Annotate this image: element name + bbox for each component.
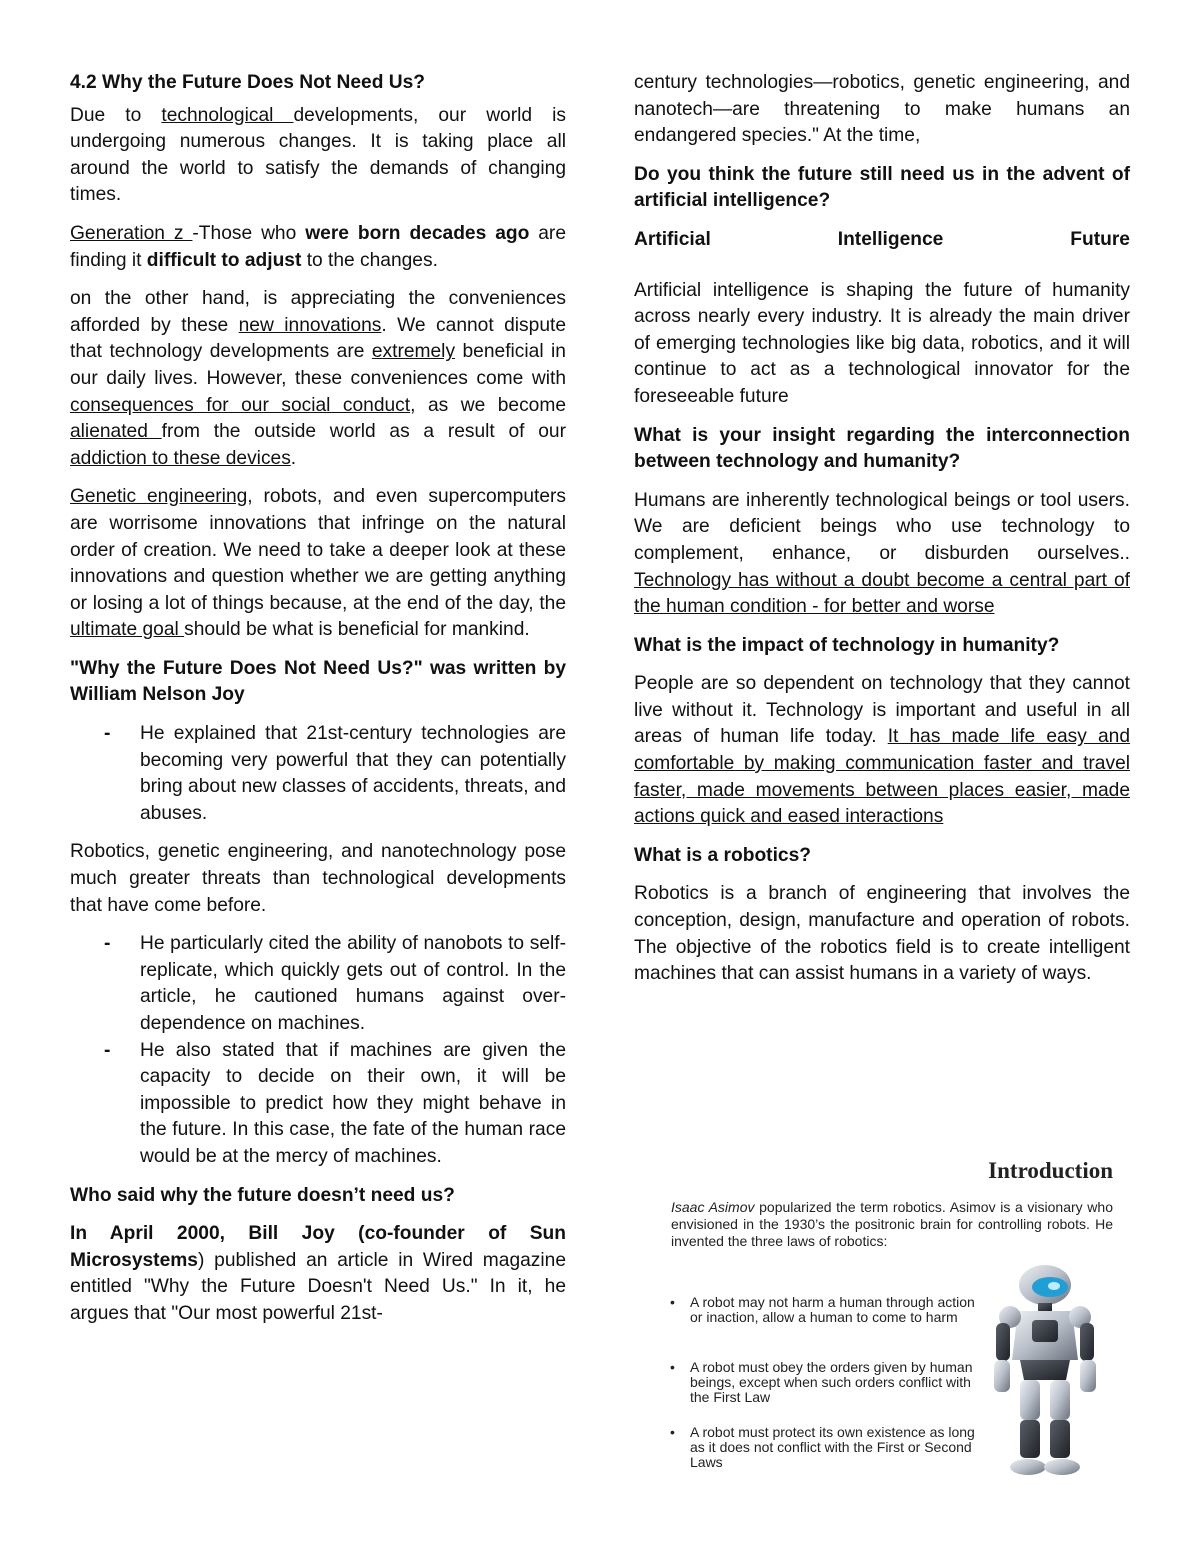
- humanoid-robot-image: [970, 1265, 1120, 1480]
- paragraph-continued: century technologies—robotics, genetic engineering, and nanotech—are threatening to make humans an endangered species." At the time,: [634, 72, 1130, 147]
- question-who-said: Who said why the future doesn’t need us?: [70, 1184, 455, 1206]
- paragraph-genetic-engineering: Genetic engineering, robots, and even supercomputers are worrisome innovations that infringe on the natural order of creation. We need to take a deeper look at these innovations and question whether we are getting anything or losing a lot of things because, at the end of the day, the ultimate goal should be what is beneficial for mankind.: [70, 486, 566, 641]
- heading-word: Artificial: [634, 228, 711, 250]
- dash-marker: -: [104, 1039, 111, 1061]
- paragraph-article-author: "Why the Future Does Not Need Us?" was written by William Nelson Joy: [70, 657, 566, 706]
- ai-future-heading: [634, 227, 1130, 254]
- section-heading: 4.2 Why the Future Does Not Need Us?: [70, 72, 426, 93]
- left-column: [70, 70, 566, 1340]
- law-item: • A robot must obey the orders given by human beings, except when such orders conflict with the First Law: [670, 1359, 973, 1405]
- dash-list-2: [70, 931, 566, 1170]
- list-item: - He particularly cited the ability of nanobots to self-replicate, which quickly gets out of control. In the article, he cautioned humans against over-dependence on machines.: [104, 933, 566, 1034]
- question-insight: What is your insight regarding the interconnection between technology and humanity?: [634, 424, 1130, 473]
- figure-paragraph: Isaac Asimov popularized the term robotics. Asimov is a visionary who envisioned in the 1930’s the positronic brain for controlling robots. He invented the three laws of robotics:: [671, 1199, 1113, 1249]
- paragraph-ai: Artificial intelligence is shaping the future of humanity across nearly every industry. It is already the main driver of emerging technologies like big data, robotics, and it will continue to act as a technological innovator for the foreseeable future: [634, 279, 1130, 407]
- question-robotics: What is a robotics?: [634, 844, 811, 866]
- paragraph-impact: People are so dependent on technology that they cannot live without it. Technology is important and useful in all areas of human life today. It has made life easy and comfortable by making communication faster and travel faster, made movements between places easier, made actions quick and eased interactions: [634, 673, 1130, 828]
- figure-title: Introduction: [988, 1158, 1113, 1183]
- dash-list-1: [70, 721, 566, 827]
- question-impact: What is the impact of technology in humanity?: [634, 634, 1060, 656]
- paragraph-conveniences: on the other hand, is appreciating the conveniences afforded by these new innovations. We cannot dispute that technology developments are extremely beneficial in our daily lives. However, these conveniences come with consequences for our social conduct, as we become alienated from the outside world as a result of our addiction to these devices.: [70, 288, 566, 469]
- law-item: • A robot must protect its own existence as long as it does not conflict with the First or Second Laws: [670, 1424, 975, 1470]
- heading-word: Intelligence: [837, 228, 944, 250]
- dash-marker: -: [104, 933, 111, 955]
- heading-word: Future: [1070, 228, 1130, 250]
- introduction-figure: [650, 1150, 1130, 1480]
- law-item: • A robot may not harm a human through action or inaction, allow a human to come to harm: [670, 1294, 975, 1325]
- question-future-ai: Do you think the future still need us in the advent of artificial intelligence?: [634, 163, 1130, 212]
- right-column: [634, 70, 1130, 1000]
- paragraph-bill-joy: In April 2000, Bill Joy (co-founder of Sun Microsystems) published an article in Wired magazine entitled "Why the Future Doesn't Need Us." In it, he argues that "Our most powerful 21st-: [70, 1223, 566, 1324]
- list-item: - He also stated that if machines are given the capacity to decide on their own, it will be impossible to predict how they might behave in the future. In this case, the fate of the human race would be at the mercy of machines.: [104, 1039, 566, 1167]
- paragraph-generation-z: Generation z -Those who were born decades ago are finding it difficult to adjust to the changes.: [70, 222, 566, 271]
- paragraph-humans: Humans are inherently technological beings or tool users. We are deficient beings who use technology to complement, enhance, or disburden ourselves.. Technology has without a doubt become a central part of the human condition - for better and worse: [634, 489, 1130, 618]
- dash-marker: -: [104, 723, 111, 745]
- paragraph-intro: Due to technological developments, our world is undergoing numerous changes. It is taking place all around the world to satisfy the demands of changing times.: [70, 104, 566, 206]
- paragraph-robotics: Robotics is a branch of engineering that involves the conception, design, manufacture and operation of robots. The objective of the robotics field is to create intelligent machines that can assist humans in a variety of ways.: [634, 883, 1130, 985]
- paragraph-threats: Robotics, genetic engineering, and nanotechnology pose much greater threats than technological developments that have come before.: [70, 841, 566, 916]
- list-item: - He explained that 21st-century technologies are becoming very powerful that they can potentially bring about new classes of accidents, threats, and abuses.: [104, 723, 566, 824]
